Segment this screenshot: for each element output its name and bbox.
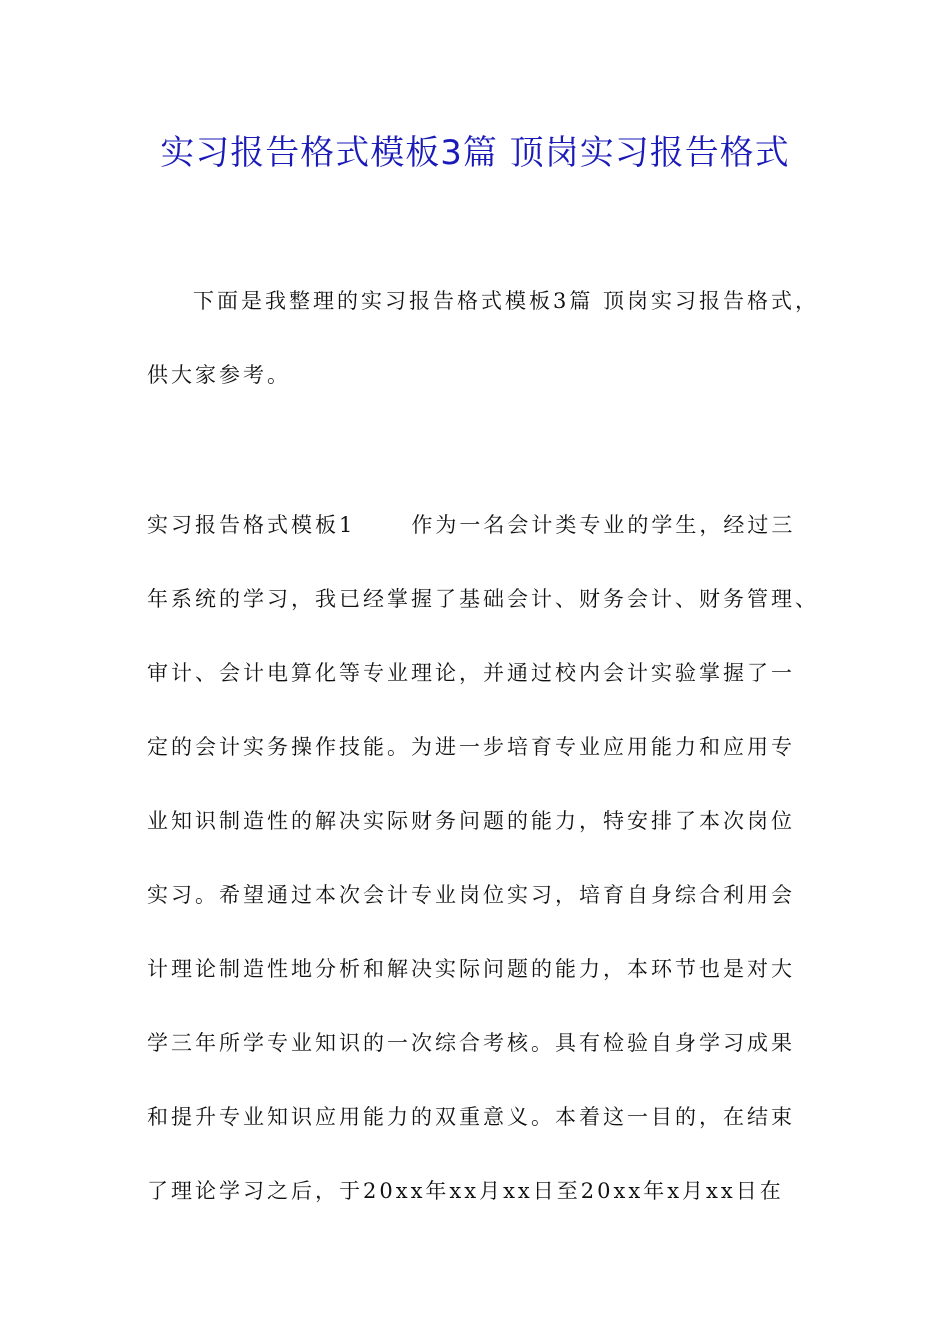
intro-line: 下面是我整理的实习报告格式模板3篇 顶岗实习报告格式，	[193, 289, 820, 313]
body-line: 和提升专业知识应用能力的双重意义。本着这一目的，在结束	[147, 1105, 795, 1129]
body-line-text: 作为一名会计类专业的学生，经过三	[411, 513, 796, 537]
document-title: 实习报告格式模板3篇 顶岗实习报告格式	[160, 133, 790, 173]
body-line: 了理论学习之后，于20xx年xx月xx日至20xx年x月xx日在	[147, 1179, 784, 1203]
body-line: 业知识制造性的解决实际财务问题的能力，特安排了本次岗位	[147, 809, 795, 833]
section-heading: 实习报告格式模板1	[147, 513, 356, 537]
body-line: 年系统的学习，我已经掌握了基础会计、财务会计、财务管理、	[147, 587, 819, 611]
intro-line: 供大家参考。	[147, 363, 291, 387]
body-line: 定的会计实务操作技能。为进一步培育专业应用能力和应用专	[147, 735, 795, 759]
body-line: 审计、会计电算化等专业理论，并通过校内会计实验掌握了一	[147, 661, 795, 685]
body-first-line	[147, 488, 827, 562]
body-line: 计理论制造性地分析和解决实际问题的能力，本环节也是对大	[147, 957, 795, 981]
body-paragraph	[147, 488, 827, 1228]
body-line: 学三年所学专业知识的一次综合考核。具有检验自身学习成果	[147, 1031, 795, 1055]
body-line: 实习。希望通过本次会计专业岗位实习，培育自身综合利用会	[147, 883, 795, 907]
intro-paragraph	[147, 264, 827, 412]
